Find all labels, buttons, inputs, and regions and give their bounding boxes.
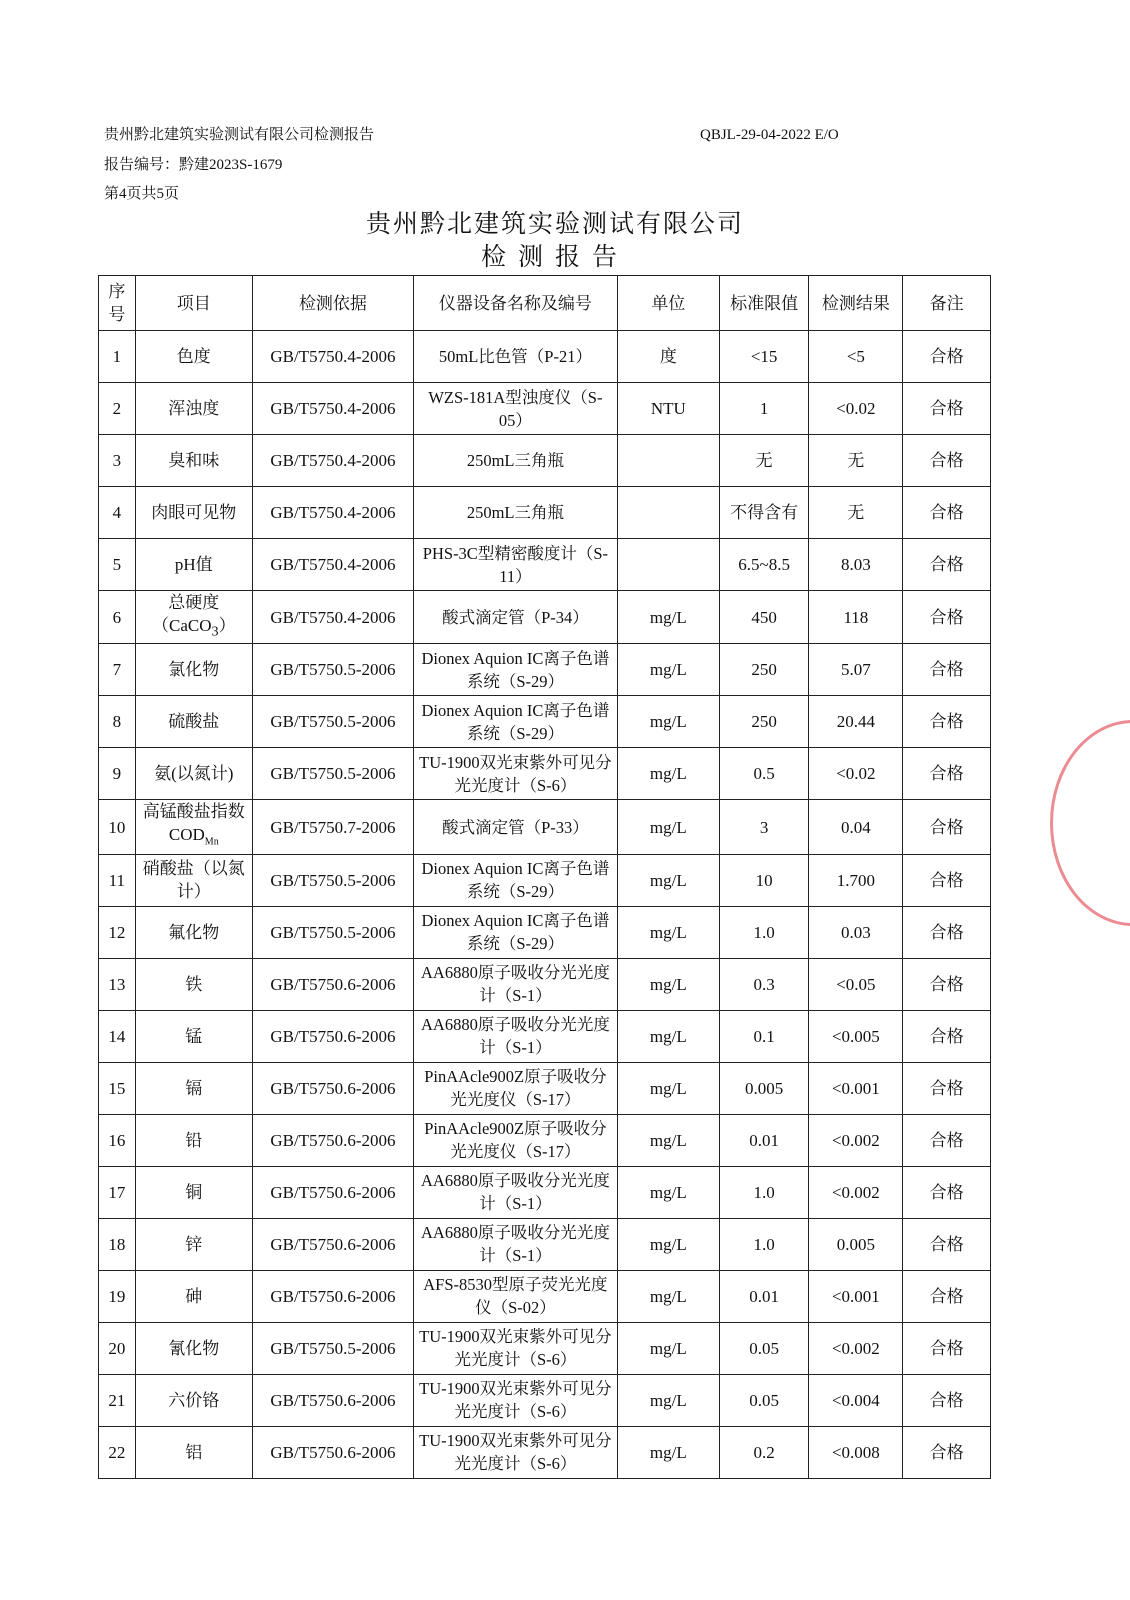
- cell-unit: mg/L: [617, 1322, 719, 1374]
- cell-no: 7: [99, 644, 136, 696]
- cell-limit: 0.05: [719, 1322, 809, 1374]
- table-row: [99, 1218, 991, 1270]
- cell-result: <0.005: [809, 1010, 903, 1062]
- cell-remark: 合格: [903, 1010, 991, 1062]
- cell-item: pH值: [135, 539, 252, 591]
- cell-item: 氰化物: [135, 1322, 252, 1374]
- cell-basis: GB/T5750.4-2006: [252, 487, 413, 539]
- cell-remark: 合格: [903, 1218, 991, 1270]
- cell-result: 8.03: [809, 539, 903, 591]
- cell-unit: mg/L: [617, 591, 719, 644]
- official-seal: [1050, 720, 1130, 926]
- cell-result: <0.001: [809, 1270, 903, 1322]
- cell-limit: 0.01: [719, 1270, 809, 1322]
- cell-instrument: Dionex Aquion IC离子色谱系统（S-29）: [413, 696, 617, 748]
- cell-remark: 合格: [903, 644, 991, 696]
- header-basis: 检测依据: [252, 276, 413, 331]
- cell-result: <0.02: [809, 383, 903, 435]
- table-row: [99, 591, 991, 644]
- cell-instrument: Dionex Aquion IC离子色谱系统（S-29）: [413, 644, 617, 696]
- cell-no: 22: [99, 1426, 136, 1478]
- cell-no: 10: [99, 800, 136, 854]
- report-header-company: 贵州黔北建筑实验测试有限公司检测报告: [104, 127, 375, 143]
- cell-no: 14: [99, 1010, 136, 1062]
- cell-instrument: Dionex Aquion IC离子色谱系统（S-29）: [413, 854, 617, 906]
- cell-no: 13: [99, 958, 136, 1010]
- cell-remark: 合格: [903, 1322, 991, 1374]
- cell-no: 20: [99, 1322, 136, 1374]
- cell-limit: <15: [719, 331, 809, 383]
- cell-no: 1: [99, 331, 136, 383]
- cell-instrument: AFS-8530型原子荧光光度仪（S-02）: [413, 1270, 617, 1322]
- form-code: QBJL-29-04-2022 E/O: [700, 127, 839, 143]
- cell-limit: 无: [719, 435, 809, 487]
- cell-result: <5: [809, 331, 903, 383]
- table-row: [99, 1270, 991, 1322]
- cell-instrument: PHS-3C型精密酸度计（S-11）: [413, 539, 617, 591]
- cell-unit: mg/L: [617, 1166, 719, 1218]
- cell-unit: 度: [617, 331, 719, 383]
- cell-instrument: 250mL三角瓶: [413, 487, 617, 539]
- cell-item: 高锰酸盐指数$COD_{Mn}$: [135, 800, 252, 854]
- cell-unit: mg/L: [617, 1114, 719, 1166]
- cell-limit: 1.0: [719, 1218, 809, 1270]
- cell-remark: 合格: [903, 906, 991, 958]
- table-row: [99, 383, 991, 435]
- table-row: [99, 1322, 991, 1374]
- page-info: 第4页共5页: [104, 186, 180, 202]
- cell-limit: 450: [719, 591, 809, 644]
- cell-basis: GB/T5750.6-2006: [252, 1218, 413, 1270]
- cell-limit: 250: [719, 696, 809, 748]
- header-item: 项目: [135, 276, 252, 331]
- cell-limit: 6.5~8.5: [719, 539, 809, 591]
- cell-basis: GB/T5750.5-2006: [252, 748, 413, 800]
- table-row: [99, 1114, 991, 1166]
- cell-unit: mg/L: [617, 748, 719, 800]
- cell-item: 色度: [135, 331, 252, 383]
- cell-instrument: TU-1900双光束紫外可见分光光度计（S-6）: [413, 1374, 617, 1426]
- cell-result: 无: [809, 435, 903, 487]
- cell-remark: 合格: [903, 331, 991, 383]
- cell-basis: GB/T5750.4-2006: [252, 435, 413, 487]
- report-number: 报告编号：黔建2023S-1679: [104, 157, 283, 173]
- table-row: [99, 1010, 991, 1062]
- cell-no: 4: [99, 487, 136, 539]
- cell-unit: mg/L: [617, 854, 719, 906]
- cell-no: 11: [99, 854, 136, 906]
- table-row: [99, 958, 991, 1010]
- cell-item: 硫酸盐: [135, 696, 252, 748]
- cell-remark: 合格: [903, 1062, 991, 1114]
- cell-limit: 10: [719, 854, 809, 906]
- cell-limit: 0.005: [719, 1062, 809, 1114]
- cell-unit: mg/L: [617, 1218, 719, 1270]
- cell-unit: mg/L: [617, 958, 719, 1010]
- cell-no: 19: [99, 1270, 136, 1322]
- test-results-table: [98, 275, 991, 1479]
- cell-item: 肉眼可见物: [135, 487, 252, 539]
- cell-remark: 合格: [903, 383, 991, 435]
- cell-basis: GB/T5750.4-2006: [252, 539, 413, 591]
- cell-basis: GB/T5750.6-2006: [252, 1374, 413, 1426]
- cell-item: 铜: [135, 1166, 252, 1218]
- cell-basis: GB/T5750.4-2006: [252, 331, 413, 383]
- cell-no: 15: [99, 1062, 136, 1114]
- cell-result: 0.03: [809, 906, 903, 958]
- cell-limit: 0.3: [719, 958, 809, 1010]
- cell-unit: [617, 487, 719, 539]
- cell-remark: 合格: [903, 539, 991, 591]
- cell-no: 2: [99, 383, 136, 435]
- cell-item: 铝: [135, 1426, 252, 1478]
- cell-basis: GB/T5750.5-2006: [252, 644, 413, 696]
- cell-instrument: AA6880原子吸收分光光度计（S-1）: [413, 1218, 617, 1270]
- cell-limit: 0.5: [719, 748, 809, 800]
- cell-result: 118: [809, 591, 903, 644]
- table-row: [99, 1062, 991, 1114]
- cell-instrument: TU-1900双光束紫外可见分光光度计（S-6）: [413, 1426, 617, 1478]
- cell-basis: GB/T5750.6-2006: [252, 1062, 413, 1114]
- cell-instrument: 250mL三角瓶: [413, 435, 617, 487]
- table-row: [99, 854, 991, 906]
- cell-result: <0.001: [809, 1062, 903, 1114]
- cell-item: 砷: [135, 1270, 252, 1322]
- cell-no: 6: [99, 591, 136, 644]
- cell-no: 18: [99, 1218, 136, 1270]
- cell-item: 锌: [135, 1218, 252, 1270]
- cell-instrument: 酸式滴定管（P-34）: [413, 591, 617, 644]
- cell-instrument: AA6880原子吸收分光光度计（S-1）: [413, 958, 617, 1010]
- cell-limit: 250: [719, 644, 809, 696]
- cell-no: 16: [99, 1114, 136, 1166]
- cell-basis: GB/T5750.5-2006: [252, 696, 413, 748]
- report-title: 检测报告: [480, 244, 629, 271]
- cell-result: 5.07: [809, 644, 903, 696]
- table-row: [99, 539, 991, 591]
- cell-unit: mg/L: [617, 644, 719, 696]
- cell-limit: 0.05: [719, 1374, 809, 1426]
- table-row: [99, 331, 991, 383]
- table-row: [99, 1374, 991, 1426]
- cell-basis: GB/T5750.5-2006: [252, 854, 413, 906]
- cell-basis: GB/T5750.7-2006: [252, 800, 413, 854]
- cell-remark: 合格: [903, 1166, 991, 1218]
- cell-result: <0.05: [809, 958, 903, 1010]
- cell-unit: mg/L: [617, 1010, 719, 1062]
- cell-basis: GB/T5750.4-2006: [252, 383, 413, 435]
- cell-no: 3: [99, 435, 136, 487]
- cell-remark: 合格: [903, 958, 991, 1010]
- cell-limit: 3: [719, 800, 809, 854]
- table-header-row: [99, 276, 991, 331]
- header-result: 检测结果: [809, 276, 903, 331]
- cell-limit: 1.0: [719, 906, 809, 958]
- cell-item: 铁: [135, 958, 252, 1010]
- header-limit: 标准限值: [719, 276, 809, 331]
- cell-instrument: TU-1900双光束紫外可见分光光度计（S-6）: [413, 748, 617, 800]
- cell-limit: 0.1: [719, 1010, 809, 1062]
- cell-remark: 合格: [903, 800, 991, 854]
- cell-remark: 合格: [903, 1270, 991, 1322]
- cell-instrument: AA6880原子吸收分光光度计（S-1）: [413, 1166, 617, 1218]
- cell-unit: [617, 435, 719, 487]
- cell-result: 0.04: [809, 800, 903, 854]
- header-no: 序号: [99, 276, 136, 331]
- cell-no: 8: [99, 696, 136, 748]
- cell-instrument: 50mL比色管（P-21）: [413, 331, 617, 383]
- cell-item: 臭和味: [135, 435, 252, 487]
- cell-unit: NTU: [617, 383, 719, 435]
- header-remark: 备注: [903, 276, 991, 331]
- cell-result: <0.002: [809, 1114, 903, 1166]
- cell-unit: mg/L: [617, 1270, 719, 1322]
- cell-basis: GB/T5750.6-2006: [252, 1010, 413, 1062]
- cell-instrument: Dionex Aquion IC离子色谱系统（S-29）: [413, 906, 617, 958]
- cell-limit: 不得含有: [719, 487, 809, 539]
- cell-unit: mg/L: [617, 696, 719, 748]
- table-row: [99, 1426, 991, 1478]
- table-row: [99, 644, 991, 696]
- cell-remark: 合格: [903, 487, 991, 539]
- cell-result: <0.002: [809, 1322, 903, 1374]
- cell-remark: 合格: [903, 591, 991, 644]
- cell-unit: [617, 539, 719, 591]
- cell-remark: 合格: [903, 1374, 991, 1426]
- cell-unit: mg/L: [617, 1062, 719, 1114]
- cell-result: <0.008: [809, 1426, 903, 1478]
- cell-item: 锰: [135, 1010, 252, 1062]
- header-instrument: 仪器设备名称及编号: [413, 276, 617, 331]
- cell-item: 镉: [135, 1062, 252, 1114]
- cell-remark: 合格: [903, 1114, 991, 1166]
- cell-basis: GB/T5750.6-2006: [252, 1270, 413, 1322]
- cell-instrument: TU-1900双光束紫外可见分光光度计（S-6）: [413, 1322, 617, 1374]
- cell-no: 21: [99, 1374, 136, 1426]
- table-row: [99, 696, 991, 748]
- cell-result: <0.02: [809, 748, 903, 800]
- cell-result: 1.700: [809, 854, 903, 906]
- cell-remark: 合格: [903, 435, 991, 487]
- cell-item: 氨(以氮计): [135, 748, 252, 800]
- cell-result: 20.44: [809, 696, 903, 748]
- cell-unit: mg/L: [617, 906, 719, 958]
- cell-instrument: PinAAcle900Z原子吸收分光光度仪（S-17）: [413, 1062, 617, 1114]
- cell-limit: 1: [719, 383, 809, 435]
- table-row: [99, 800, 991, 854]
- cell-no: 9: [99, 748, 136, 800]
- cell-item: 铅: [135, 1114, 252, 1166]
- cell-item: 硝酸盐（以氮计）: [135, 854, 252, 906]
- cell-basis: GB/T5750.5-2006: [252, 906, 413, 958]
- header-unit: 单位: [617, 276, 719, 331]
- cell-remark: 合格: [903, 854, 991, 906]
- cell-basis: GB/T5750.4-2006: [252, 591, 413, 644]
- cell-basis: GB/T5750.6-2006: [252, 1426, 413, 1478]
- cell-item: 氯化物: [135, 644, 252, 696]
- cell-remark: 合格: [903, 748, 991, 800]
- company-title: 贵州黔北建筑实验测试有限公司: [365, 211, 744, 238]
- cell-item: 氟化物: [135, 906, 252, 958]
- cell-no: 5: [99, 539, 136, 591]
- cell-result: <0.002: [809, 1166, 903, 1218]
- cell-unit: mg/L: [617, 1374, 719, 1426]
- cell-item: 浑浊度: [135, 383, 252, 435]
- cell-unit: mg/L: [617, 800, 719, 854]
- table-row: [99, 435, 991, 487]
- cell-result: 无: [809, 487, 903, 539]
- cell-limit: 0.2: [719, 1426, 809, 1478]
- cell-unit: mg/L: [617, 1426, 719, 1478]
- cell-basis: GB/T5750.6-2006: [252, 1166, 413, 1218]
- cell-result: 0.005: [809, 1218, 903, 1270]
- table-row: [99, 748, 991, 800]
- cell-remark: 合格: [903, 1426, 991, 1478]
- table-row: [99, 1166, 991, 1218]
- cell-instrument: WZS-181A型浊度仪（S-05）: [413, 383, 617, 435]
- cell-item: 六价铬: [135, 1374, 252, 1426]
- cell-remark: 合格: [903, 696, 991, 748]
- cell-no: 17: [99, 1166, 136, 1218]
- cell-result: <0.004: [809, 1374, 903, 1426]
- cell-instrument: 酸式滴定管（P-33）: [413, 800, 617, 854]
- cell-basis: GB/T5750.5-2006: [252, 1322, 413, 1374]
- cell-instrument: AA6880原子吸收分光光度计（S-1）: [413, 1010, 617, 1062]
- cell-basis: GB/T5750.6-2006: [252, 958, 413, 1010]
- cell-limit: 0.01: [719, 1114, 809, 1166]
- cell-basis: GB/T5750.6-2006: [252, 1114, 413, 1166]
- cell-limit: 1.0: [719, 1166, 809, 1218]
- table-row: [99, 906, 991, 958]
- table-row: [99, 487, 991, 539]
- cell-instrument: PinAAcle900Z原子吸收分光光度仪（S-17）: [413, 1114, 617, 1166]
- cell-item: 总硬度 （CaCO$_3$）: [135, 591, 252, 644]
- cell-no: 12: [99, 906, 136, 958]
